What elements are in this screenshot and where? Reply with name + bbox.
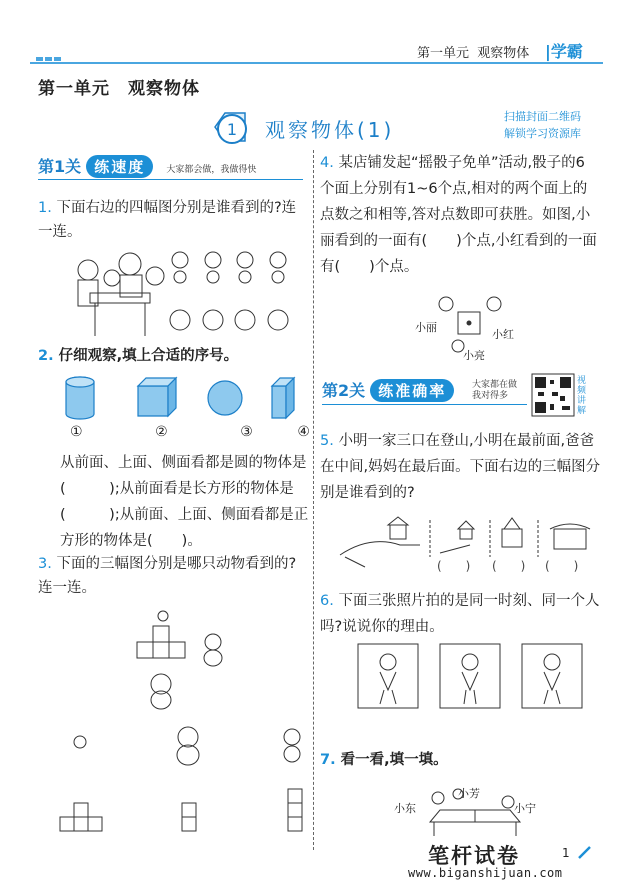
q5 bbox=[320, 428, 602, 506]
q6 bbox=[320, 588, 602, 640]
header-unit-topic bbox=[417, 42, 529, 61]
level2-pill: 练准确率 bbox=[370, 379, 454, 402]
q2-number: 2. bbox=[38, 348, 54, 364]
level2-slogan-2: 我对得多 bbox=[472, 391, 509, 401]
q4 bbox=[320, 150, 598, 280]
q5-blank-1[interactable]: ( ) bbox=[437, 559, 471, 573]
q5-text: 小明一家三口在登山,小明在最前面,爸爸在中间,妈妈在最后面。下面右边的三幅图分别是谁看到的? bbox=[320, 433, 601, 501]
level2-slogan bbox=[472, 380, 517, 402]
level2-underline bbox=[322, 404, 527, 405]
q1-number: 1. bbox=[38, 200, 52, 216]
column-divider bbox=[313, 150, 314, 850]
q3-animals-blocks bbox=[135, 612, 245, 712]
level2-label: 第2关 bbox=[322, 381, 366, 400]
footer-url[interactable]: www.biganshijuan.com bbox=[408, 866, 563, 880]
q6-photos bbox=[358, 644, 588, 710]
q5-blank-2[interactable]: ( ) bbox=[492, 559, 526, 573]
q5-blank-3[interactable]: ( ) bbox=[545, 559, 579, 573]
level2-banner bbox=[322, 378, 454, 402]
level1-slogan: 大家都会做，我做得快 bbox=[166, 165, 257, 175]
q6-number: 6. bbox=[320, 593, 334, 609]
brand-logo: |学霸 bbox=[545, 42, 583, 61]
qr-caption: 视频讲解 bbox=[577, 376, 587, 416]
q1-view-images bbox=[165, 245, 305, 335]
q2-label-4: ④ bbox=[297, 424, 310, 440]
q3 bbox=[38, 552, 310, 600]
q2-shapes bbox=[60, 376, 310, 422]
qr-code-icon[interactable] bbox=[532, 374, 574, 416]
q2 bbox=[38, 344, 310, 368]
scan-hint bbox=[504, 108, 581, 142]
pencil-icon bbox=[577, 844, 593, 860]
lesson-number-badge: 1 bbox=[217, 114, 247, 144]
header-unit: 第一单元 bbox=[417, 46, 470, 61]
q7-text: 看一看,填一填。 bbox=[340, 752, 448, 768]
level2-slogan-1: 大家都在做 bbox=[472, 380, 518, 390]
brand-text: 学霸 bbox=[550, 42, 583, 61]
q2-text: 仔细观察,填上合适的序号。 bbox=[58, 348, 239, 364]
q4-name-xiaoliang: 小亮 bbox=[463, 349, 485, 362]
q5-number: 5. bbox=[320, 433, 334, 449]
page-number: 1 bbox=[562, 846, 570, 860]
q4-name-xiaohong: 小红 bbox=[492, 328, 514, 341]
q7-name-xiaoning: 小宁 bbox=[514, 802, 536, 815]
level1-banner bbox=[38, 154, 303, 178]
q7-name-xiaodong: 小东 bbox=[394, 802, 416, 815]
q2-label-1: ① bbox=[70, 424, 83, 440]
scan-line-1: 扫描封面二维码 bbox=[504, 110, 581, 123]
footer-brand: 笔杆试卷 bbox=[428, 844, 520, 868]
header-topic: 观察物体 bbox=[477, 46, 530, 61]
q4-number: 4. bbox=[320, 155, 334, 171]
q6-text: 下面三张照片拍的是同一时刻、同一个人吗?说说你的理由。 bbox=[320, 593, 600, 635]
q2-label-3: ③ bbox=[240, 424, 253, 440]
q7-name-xiaofang: 小芳 bbox=[458, 787, 480, 800]
scan-line-2: 解锁学习资源库 bbox=[504, 127, 581, 140]
q7 bbox=[320, 748, 602, 772]
level1-underline bbox=[38, 179, 303, 180]
q1 bbox=[38, 196, 310, 244]
q2-labels bbox=[70, 424, 310, 440]
q1-scene-illustration bbox=[70, 248, 170, 338]
q7-number: 7. bbox=[320, 752, 336, 768]
q2-label-2: ② bbox=[155, 424, 168, 440]
q1-text: 下面右边的四幅图分别是谁看到的?连一连。 bbox=[38, 200, 297, 240]
q3-views bbox=[60, 722, 310, 832]
q3-text: 下面的三幅图分别是哪只动物看到的?连一连。 bbox=[38, 556, 297, 596]
q3-number: 3. bbox=[38, 556, 52, 572]
unit-title: 第一单元 观察物体 bbox=[38, 79, 200, 99]
q4-name-xiaoli: 小丽 bbox=[415, 321, 437, 334]
level1-pill: 练速度 bbox=[86, 155, 153, 178]
header-rule bbox=[30, 62, 603, 64]
lesson-title: 观察物体(1) bbox=[265, 118, 395, 142]
level1-label: 第1关 bbox=[38, 157, 82, 176]
q2-fill-text: 从前面、上面、侧面看都是圆的物体是( );从前面看是长方形的物体是( );从前面、上面、侧面看都是正方形的物体是( )。 bbox=[60, 455, 309, 549]
q4-text: 某店铺发起“摇骰子免单”活动,骰子的6个面上分别有1~6个点,相对的两个面上的点数之和相等,答对点数即可获胜。如图,小丽看到的一面有( )个点,小红看到的一面有( )个点。 bbox=[320, 155, 597, 275]
